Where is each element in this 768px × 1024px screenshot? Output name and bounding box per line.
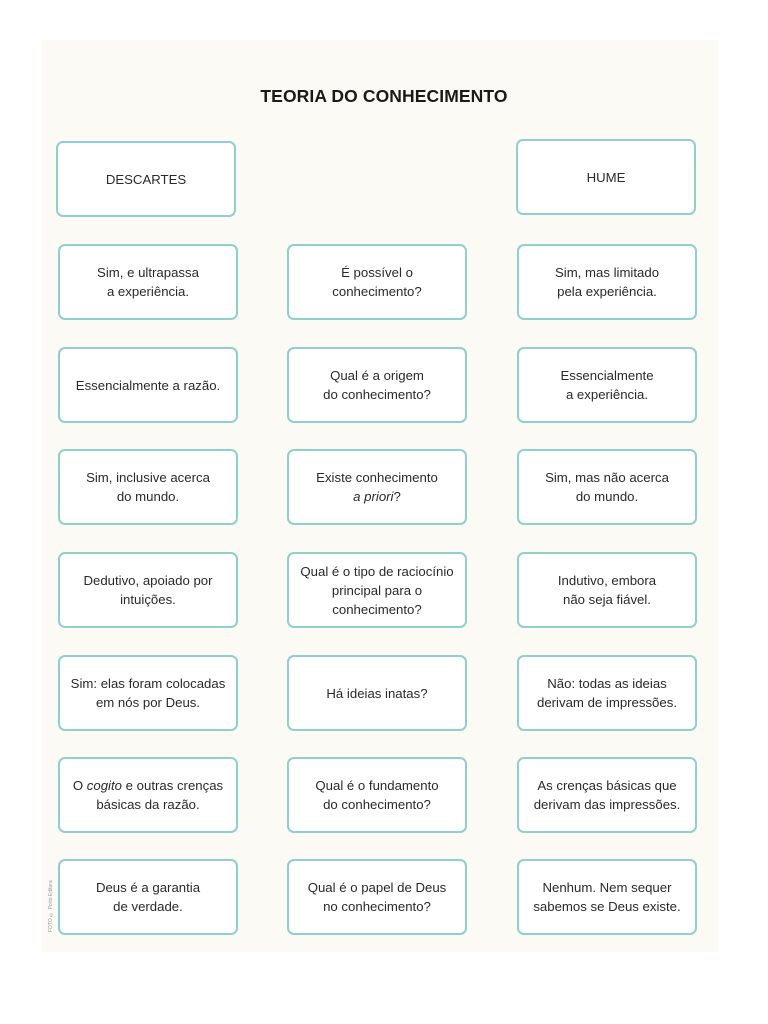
descartes-answer-card: [58, 449, 238, 525]
card-text-line: em nós por Deus.: [95, 695, 201, 710]
card-text-line: a experiência.: [565, 387, 649, 402]
card-text-line: Sim, inclusive acerca: [86, 470, 210, 485]
hume-answer-card: [517, 347, 697, 423]
copyright-credit: FOTO © Porto Editora: [48, 880, 54, 932]
card-text-line: Sim: elas foram colocadas: [70, 676, 226, 691]
card-text-line: Há ideias inatas?: [326, 685, 428, 701]
card-text-line: derivam das impressões.: [533, 797, 681, 812]
card-text-line: Existe conhecimento: [316, 470, 438, 485]
card-text-line: a priori?: [353, 489, 401, 504]
card-text-line: Qual é o papel de Deus: [307, 880, 447, 895]
card-text-line: principal para o: [331, 582, 423, 598]
card-text-line: do conhecimento?: [323, 387, 431, 402]
card-text-line: de verdade.: [113, 899, 183, 914]
question-card: [287, 859, 467, 935]
hume-answer-card: [517, 244, 697, 320]
card-text-line: no conhecimento?: [323, 899, 431, 914]
descartes-answer-card: [58, 655, 238, 731]
header-descartes: DESCARTES: [56, 141, 236, 217]
hume-answer-card: [517, 655, 697, 731]
card-text-line: não seja fiável.: [563, 592, 651, 607]
descartes-answer-card: [58, 244, 238, 320]
card-text-line: pela experiência.: [557, 284, 657, 299]
page-title: TEORIA DO CONHECIMENTO: [260, 86, 508, 106]
question-card: [287, 449, 467, 525]
card-text-line: Sim, e ultrapassa: [97, 265, 199, 280]
card-text-line: Qual é o tipo de raciocínio: [300, 563, 454, 579]
question-card: [287, 655, 467, 731]
card-text-line: O cogito e outras crenças: [72, 778, 224, 793]
hume-answer-card: [517, 552, 697, 628]
question-card: [287, 757, 467, 833]
hume-answer-card: [517, 757, 697, 833]
card-text-line: Qual é a origem: [330, 368, 424, 383]
card-text-line: É possível o: [341, 265, 413, 280]
card-text-line: intuições.: [120, 592, 176, 607]
descartes-answer-card: [58, 757, 238, 833]
card-text-line: Essencialmente a razão.: [75, 377, 221, 393]
hume-answer-card: [517, 449, 697, 525]
card-text-line: do mundo.: [575, 489, 639, 504]
descartes-answer-card: [58, 552, 238, 628]
card-text-line: Não: todas as ideias: [547, 676, 667, 691]
card-text-line: básicas da razão.: [96, 797, 200, 812]
card-text-line: Dedutivo, apoiado por: [83, 573, 213, 588]
card-text-line: Deus é a garantia: [95, 880, 201, 895]
question-card: [287, 347, 467, 423]
question-card: [287, 244, 467, 320]
card-text-line: Indutivo, embora: [557, 573, 657, 588]
card-text-line: a experiência.: [106, 284, 190, 299]
card-text-line: conhecimento?: [332, 284, 422, 299]
card-text-line: sabemos se Deus existe.: [533, 899, 681, 914]
card-text-line: do mundo.: [116, 489, 180, 504]
card-text-line: Essencialmente: [560, 368, 654, 383]
card-text-line: Nenhum. Nem sequer: [542, 880, 672, 895]
card-text-line: derivam de impressões.: [537, 695, 677, 710]
card-text-line: As crenças básicas que: [537, 778, 677, 793]
question-card: [287, 552, 467, 628]
header-hume: HUME: [516, 139, 696, 215]
descartes-answer-card: [58, 347, 238, 423]
card-text-line: Qual é o fundamento: [315, 778, 439, 793]
card-text-line: conhecimento?: [332, 601, 422, 617]
hume-answer-card: [517, 859, 697, 935]
descartes-answer-card: [58, 859, 238, 935]
card-text-line: Sim, mas não acerca: [545, 470, 669, 485]
card-text-line: do conhecimento?: [323, 797, 431, 812]
card-text-line: Sim, mas limitado: [554, 265, 660, 280]
